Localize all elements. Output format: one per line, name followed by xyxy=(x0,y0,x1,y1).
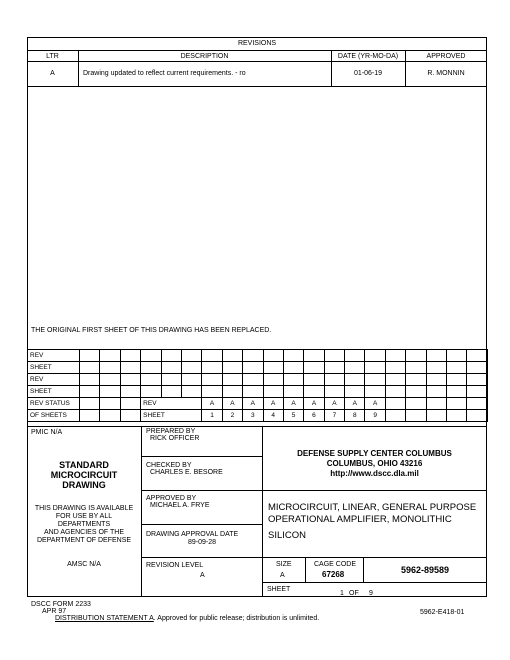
drawing-title-line1: MICROCIRCUIT, LINEAR, GENERAL PURPOSE xyxy=(268,502,477,513)
grid-cell xyxy=(406,350,426,362)
grid-value-cell: 3 xyxy=(243,410,263,422)
divider xyxy=(27,86,487,87)
grid-value-cell: A xyxy=(202,398,222,410)
grid-cell xyxy=(406,398,426,410)
column-header-approved: APPROVED xyxy=(426,53,466,60)
grid-cell xyxy=(406,410,426,422)
grid-cell xyxy=(467,374,487,386)
grid-cell xyxy=(120,362,140,374)
grid-sub-label: REV xyxy=(141,398,202,410)
grid-cell xyxy=(447,398,467,410)
divider xyxy=(262,490,487,491)
grid-sub-label: SHEET xyxy=(141,410,202,422)
grid-cell xyxy=(304,386,324,398)
grid-cell xyxy=(304,362,324,374)
availability-line5: DEPARTMENT OF DEFENSE xyxy=(36,537,132,544)
grid-cell xyxy=(202,350,222,362)
divider xyxy=(262,582,487,583)
grid-row xyxy=(28,350,488,362)
approval-date-label: DRAWING APPROVAL DATE xyxy=(146,531,239,538)
grid-cell xyxy=(426,386,446,398)
distribution-text: . Approved for public release; distribution is unlimited. xyxy=(153,615,320,622)
grid-cell xyxy=(100,362,120,374)
divider xyxy=(262,557,487,558)
revisions-header: REVISIONS xyxy=(237,40,277,47)
grid-cell xyxy=(406,374,426,386)
column-header-date: DATE (YR-MO-DA) xyxy=(337,53,399,60)
grid-value-cell: 4 xyxy=(263,410,283,422)
divider xyxy=(305,557,306,582)
grid-value-cell: A xyxy=(283,398,303,410)
grid-cell xyxy=(222,386,242,398)
grid-cell xyxy=(80,386,100,398)
grid-cell xyxy=(283,362,303,374)
prepared-by-name: RICK OFFICER xyxy=(150,435,200,442)
grid-cell xyxy=(324,374,344,386)
grid-cell xyxy=(324,362,344,374)
grid-cell xyxy=(181,362,201,374)
grid-cell xyxy=(426,374,446,386)
grid-cell xyxy=(304,350,324,362)
grid-value-cell: A xyxy=(324,398,344,410)
revision-approved: R. MONNIN xyxy=(427,70,465,77)
revision-level: A xyxy=(200,572,205,579)
grid-cell xyxy=(222,374,242,386)
grid-cell xyxy=(283,374,303,386)
grid-cell xyxy=(345,350,365,362)
distribution-label: DISTRIBUTION STATEMENT A xyxy=(55,615,154,622)
grid-cell xyxy=(80,350,100,362)
grid-cell xyxy=(202,362,222,374)
form-number: DSCC FORM 2233 xyxy=(31,601,91,608)
drawing-number: 5962-89589 xyxy=(400,565,450,575)
grid-cell xyxy=(467,398,487,410)
grid-cell xyxy=(447,362,467,374)
grid-cell xyxy=(161,350,181,362)
checked-by-label: CHECKED BY xyxy=(146,462,192,469)
grid-cell xyxy=(120,350,140,362)
column-header-description: DESCRIPTION xyxy=(180,53,229,60)
grid-value-cell: 5 xyxy=(283,410,303,422)
grid-cell xyxy=(365,362,385,374)
grid-cell xyxy=(100,410,120,422)
grid-row-label: SHEET xyxy=(28,386,80,398)
grid-cell xyxy=(243,362,263,374)
sheet-total: 9 xyxy=(369,590,373,597)
grid-cell xyxy=(385,410,405,422)
standard-title-line2: MICROCIRCUIT xyxy=(50,470,118,480)
grid-cell xyxy=(324,386,344,398)
grid-cell xyxy=(467,362,487,374)
grid-cell xyxy=(243,386,263,398)
grid-cell xyxy=(243,374,263,386)
grid-cell xyxy=(365,374,385,386)
grid-cell xyxy=(100,398,120,410)
grid-row-label: SHEET xyxy=(28,362,80,374)
divider xyxy=(141,490,262,491)
grid-cell xyxy=(100,350,120,362)
grid-value-cell: A xyxy=(345,398,365,410)
grid-cell xyxy=(385,374,405,386)
grid-value-cell: 9 xyxy=(365,410,385,422)
column-header-ltr: LTR xyxy=(46,53,59,60)
agency-name: DEFENSE SUPPLY CENTER COLUMBUS xyxy=(297,449,452,458)
grid-cell xyxy=(283,386,303,398)
approval-date: 89-09-28 xyxy=(188,539,217,546)
drawing-title-line2: OPERATIONAL AMPLIFIER, MONOLITHIC xyxy=(268,514,452,525)
grid-cell xyxy=(80,398,100,410)
grid-row xyxy=(28,362,488,374)
grid-cell xyxy=(365,386,385,398)
grid-row xyxy=(28,374,488,386)
revision-date: 01-06-19 xyxy=(353,70,383,77)
revision-description: Drawing updated to reflect current requirements. - ro xyxy=(83,70,246,77)
grid-cell xyxy=(467,386,487,398)
replaced-note: THE ORIGINAL FIRST SHEET OF THIS DRAWING HAS BEEN REPLACED. xyxy=(31,327,272,334)
grid-cell xyxy=(141,386,161,398)
grid-row xyxy=(28,386,488,398)
cage-code-label: CAGE CODE xyxy=(314,561,357,568)
grid-cell xyxy=(426,350,446,362)
sheet-number: 1 xyxy=(340,590,344,597)
grid-cell xyxy=(263,374,283,386)
grid-cell xyxy=(426,362,446,374)
approved-by-name: MICHAEL A. FRYE xyxy=(150,502,210,509)
size-label: SIZE xyxy=(276,561,292,568)
grid-cell xyxy=(161,362,181,374)
grid-cell xyxy=(202,386,222,398)
grid-cell xyxy=(120,386,140,398)
grid-cell xyxy=(447,350,467,362)
revision-level-label: REVISION LEVEL xyxy=(146,562,204,569)
grid-cell xyxy=(263,386,283,398)
grid-cell xyxy=(202,374,222,386)
grid-cell xyxy=(385,362,405,374)
grid-cell xyxy=(365,350,385,362)
sheet-of-label: OF xyxy=(349,590,359,597)
grid-cell xyxy=(283,350,303,362)
divider xyxy=(27,50,487,51)
grid-row-label: REV xyxy=(28,374,80,386)
grid-cell xyxy=(222,350,242,362)
size-value: A xyxy=(280,572,285,579)
grid-row-label: REV STATUS xyxy=(28,398,80,410)
grid-cell xyxy=(406,362,426,374)
grid-cell xyxy=(467,350,487,362)
checked-by-name: CHARLES E. BESORE xyxy=(150,469,223,476)
grid-cell xyxy=(467,410,487,422)
grid-cell xyxy=(120,374,140,386)
availability-line2: FOR USE BY ALL xyxy=(55,513,113,520)
grid-cell xyxy=(263,350,283,362)
divider xyxy=(141,557,262,558)
grid-value-cell: 8 xyxy=(345,410,365,422)
grid-cell xyxy=(345,374,365,386)
form-date: APR 97 xyxy=(42,608,67,615)
grid-cell xyxy=(181,386,201,398)
grid-cell xyxy=(80,362,100,374)
grid-value-cell: 2 xyxy=(222,410,242,422)
grid-value-cell: A xyxy=(243,398,263,410)
grid-cell xyxy=(385,398,405,410)
grid-cell xyxy=(120,398,140,410)
rev-sheet-grid xyxy=(27,349,488,422)
grid-row xyxy=(28,398,488,410)
grid-cell xyxy=(222,362,242,374)
grid-cell xyxy=(345,362,365,374)
grid-cell xyxy=(263,362,283,374)
grid-cell xyxy=(120,410,140,422)
grid-cell xyxy=(426,398,446,410)
grid-value-cell: A xyxy=(263,398,283,410)
grid-value-cell: 6 xyxy=(304,410,324,422)
divider xyxy=(141,524,262,525)
grid-cell xyxy=(447,386,467,398)
sheet-label: SHEET xyxy=(267,586,291,593)
grid-cell xyxy=(243,350,263,362)
pmic-label: PMIC N/A xyxy=(31,429,63,436)
grid-cell xyxy=(141,362,161,374)
grid-cell xyxy=(385,386,405,398)
grid-cell xyxy=(406,386,426,398)
grid-value-cell: 1 xyxy=(202,410,222,422)
grid-cell xyxy=(141,374,161,386)
grid-cell xyxy=(141,350,161,362)
grid-cell xyxy=(447,410,467,422)
agency-address: COLUMBUS, OHIO 43216 xyxy=(326,459,423,468)
drawing-title-line3: SILICON xyxy=(268,530,307,541)
grid-cell xyxy=(447,374,467,386)
grid-row-label: OF SHEETS xyxy=(28,410,80,422)
prepared-by-label: PREPARED BY xyxy=(146,428,196,435)
standard-title-line1: STANDARD xyxy=(59,460,109,470)
grid-cell xyxy=(426,410,446,422)
cage-code-value: 67268 xyxy=(322,570,345,579)
availability-line3: DEPARTMENTS xyxy=(57,521,111,528)
grid-value-cell: A xyxy=(304,398,324,410)
distribution-statement xyxy=(55,615,319,623)
agency-url: http://www.dscc.dla.mil xyxy=(330,469,419,478)
grid-cell xyxy=(161,386,181,398)
grid-cell xyxy=(80,410,100,422)
grid-cell xyxy=(181,374,201,386)
standard-title-line3: DRAWING xyxy=(62,480,106,490)
grid-cell xyxy=(161,374,181,386)
amsc-label: AMSC N/A xyxy=(67,561,101,568)
grid-cell xyxy=(181,350,201,362)
divider xyxy=(27,61,487,62)
grid-cell xyxy=(304,374,324,386)
document-code: 5962-E418-01 xyxy=(420,609,465,616)
grid-row-label: REV xyxy=(28,350,80,362)
grid-value-cell: A xyxy=(365,398,385,410)
approved-by-label: APPROVED BY xyxy=(146,495,197,502)
grid-cell xyxy=(385,350,405,362)
revision-ltr: A xyxy=(50,70,55,77)
divider xyxy=(141,456,262,457)
grid-cell xyxy=(345,386,365,398)
divider xyxy=(141,426,142,597)
grid-value-cell: A xyxy=(222,398,242,410)
grid-cell xyxy=(80,374,100,386)
grid-cell xyxy=(100,374,120,386)
divider xyxy=(27,426,487,427)
grid-value-cell: 7 xyxy=(324,410,344,422)
availability-line1: THIS DRAWING IS AVAILABLE xyxy=(34,505,134,512)
grid-cell xyxy=(324,350,344,362)
grid-row xyxy=(28,410,488,422)
availability-line4: AND AGENCIES OF THE xyxy=(44,529,124,536)
grid-cell xyxy=(100,386,120,398)
